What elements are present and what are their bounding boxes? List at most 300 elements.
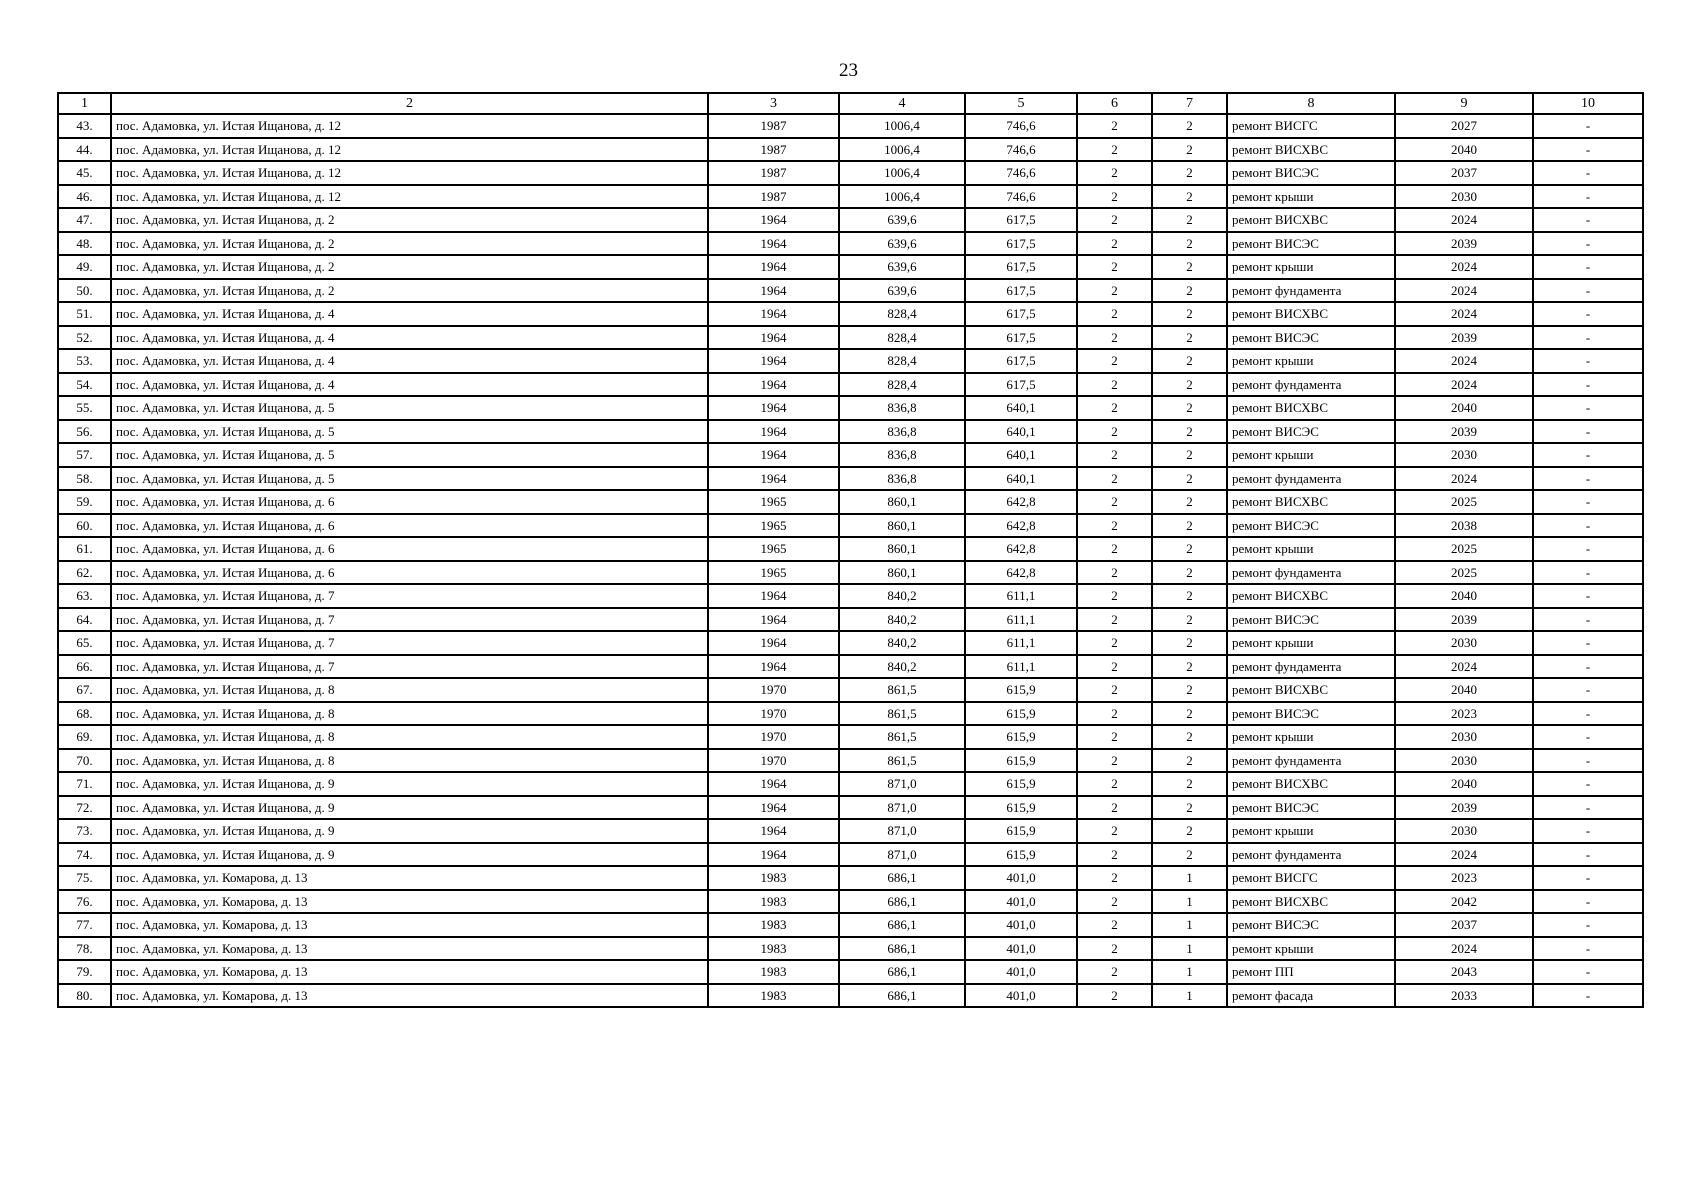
cell-work-type: ремонт крыши (1227, 443, 1395, 467)
cell-row-number: 55. (58, 396, 111, 420)
cell-living-area: 640,1 (965, 420, 1077, 444)
cell-note: - (1533, 443, 1643, 467)
cell-total-area: 686,1 (839, 913, 965, 937)
cell-note: - (1533, 608, 1643, 632)
cell-entrances: 2 (1152, 420, 1227, 444)
cell-living-area: 617,5 (965, 279, 1077, 303)
cell-floors: 2 (1077, 255, 1152, 279)
cell-total-area: 860,1 (839, 490, 965, 514)
cell-planned-year: 2030 (1395, 749, 1533, 773)
cell-address: пос. Адамовка, ул. Истая Ищанова, д. 5 (111, 443, 708, 467)
cell-floors: 2 (1077, 443, 1152, 467)
cell-address: пос. Адамовка, ул. Истая Ищанова, д. 4 (111, 326, 708, 350)
cell-row-number: 73. (58, 819, 111, 843)
cell-living-area: 401,0 (965, 960, 1077, 984)
cell-note: - (1533, 232, 1643, 256)
cell-row-number: 69. (58, 725, 111, 749)
cell-address: пос. Адамовка, ул. Истая Ищанова, д. 12 (111, 185, 708, 209)
cell-year-built: 1983 (708, 913, 839, 937)
cell-row-number: 74. (58, 843, 111, 867)
table-row (58, 655, 1643, 679)
cell-year-built: 1964 (708, 373, 839, 397)
cell-work-type: ремонт фундамента (1227, 655, 1395, 679)
table-row (58, 796, 1643, 820)
cell-floors: 2 (1077, 114, 1152, 138)
cell-work-type: ремонт ВИСХВС (1227, 678, 1395, 702)
cell-row-number: 62. (58, 561, 111, 585)
cell-total-area: 686,1 (839, 890, 965, 914)
cell-planned-year: 2040 (1395, 138, 1533, 162)
cell-note: - (1533, 490, 1643, 514)
cell-entrances: 2 (1152, 185, 1227, 209)
cell-floors: 2 (1077, 467, 1152, 491)
cell-planned-year: 2040 (1395, 678, 1533, 702)
cell-year-built: 1964 (708, 796, 839, 820)
cell-total-area: 836,8 (839, 443, 965, 467)
cell-row-number: 67. (58, 678, 111, 702)
cell-work-type: ремонт ВИСХВС (1227, 584, 1395, 608)
column-header-2: 2 (111, 93, 708, 114)
cell-living-area: 401,0 (965, 866, 1077, 890)
table-row (58, 114, 1643, 138)
cell-address: пос. Адамовка, ул. Истая Ищанова, д. 6 (111, 514, 708, 538)
cell-row-number: 78. (58, 937, 111, 961)
cell-note: - (1533, 984, 1643, 1008)
table-row (58, 514, 1643, 538)
cell-note: - (1533, 843, 1643, 867)
cell-total-area: 840,2 (839, 655, 965, 679)
cell-planned-year: 2039 (1395, 608, 1533, 632)
table-row (58, 232, 1643, 256)
cell-year-built: 1965 (708, 490, 839, 514)
cell-entrances: 1 (1152, 937, 1227, 961)
cell-floors: 2 (1077, 584, 1152, 608)
cell-living-area: 617,5 (965, 373, 1077, 397)
cell-floors: 2 (1077, 866, 1152, 890)
cell-address: пос. Адамовка, ул. Истая Ищанова, д. 7 (111, 655, 708, 679)
table-row (58, 678, 1643, 702)
cell-planned-year: 2024 (1395, 655, 1533, 679)
table-row (58, 396, 1643, 420)
cell-entrances: 2 (1152, 749, 1227, 773)
cell-floors: 2 (1077, 396, 1152, 420)
table-row (58, 913, 1643, 937)
cell-planned-year: 2030 (1395, 725, 1533, 749)
cell-address: пос. Адамовка, ул. Истая Ищанова, д. 9 (111, 772, 708, 796)
cell-living-area: 617,5 (965, 349, 1077, 373)
cell-note: - (1533, 420, 1643, 444)
cell-total-area: 828,4 (839, 373, 965, 397)
cell-floors: 2 (1077, 913, 1152, 937)
cell-entrances: 2 (1152, 467, 1227, 491)
cell-address: пос. Адамовка, ул. Истая Ищанова, д. 8 (111, 749, 708, 773)
cell-address: пос. Адамовка, ул. Истая Ищанова, д. 4 (111, 373, 708, 397)
cell-work-type: ремонт ВИСГС (1227, 866, 1395, 890)
cell-planned-year: 2039 (1395, 232, 1533, 256)
cell-total-area: 836,8 (839, 420, 965, 444)
cell-address: пос. Адамовка, ул. Истая Ищанова, д. 12 (111, 161, 708, 185)
cell-entrances: 2 (1152, 584, 1227, 608)
cell-entrances: 2 (1152, 796, 1227, 820)
cell-planned-year: 2037 (1395, 161, 1533, 185)
cell-planned-year: 2040 (1395, 396, 1533, 420)
cell-entrances: 2 (1152, 396, 1227, 420)
table-row (58, 208, 1643, 232)
cell-address: пос. Адамовка, ул. Комарова, д. 13 (111, 890, 708, 914)
cell-address: пос. Адамовка, ул. Истая Ищанова, д. 6 (111, 561, 708, 585)
cell-address: пос. Адамовка, ул. Комарова, д. 13 (111, 937, 708, 961)
cell-row-number: 66. (58, 655, 111, 679)
table-row (58, 279, 1643, 303)
cell-year-built: 1964 (708, 255, 839, 279)
table-row (58, 138, 1643, 162)
cell-note: - (1533, 467, 1643, 491)
cell-year-built: 1964 (708, 631, 839, 655)
cell-work-type: ремонт фундамента (1227, 373, 1395, 397)
cell-row-number: 49. (58, 255, 111, 279)
cell-living-area: 401,0 (965, 937, 1077, 961)
cell-year-built: 1964 (708, 302, 839, 326)
cell-entrances: 1 (1152, 984, 1227, 1008)
cell-work-type: ремонт ВИСЭС (1227, 232, 1395, 256)
cell-address: пос. Адамовка, ул. Истая Ищанова, д. 7 (111, 584, 708, 608)
cell-row-number: 54. (58, 373, 111, 397)
column-header-9: 9 (1395, 93, 1533, 114)
cell-year-built: 1964 (708, 655, 839, 679)
cell-year-built: 1964 (708, 608, 839, 632)
cell-planned-year: 2023 (1395, 866, 1533, 890)
cell-note: - (1533, 561, 1643, 585)
cell-living-area: 615,9 (965, 702, 1077, 726)
cell-planned-year: 2030 (1395, 443, 1533, 467)
table-row (58, 890, 1643, 914)
cell-row-number: 75. (58, 866, 111, 890)
cell-address: пос. Адамовка, ул. Истая Ищанова, д. 8 (111, 678, 708, 702)
table-row (58, 725, 1643, 749)
cell-total-area: 861,5 (839, 725, 965, 749)
cell-work-type: ремонт фундамента (1227, 467, 1395, 491)
cell-year-built: 1970 (708, 725, 839, 749)
cell-year-built: 1987 (708, 185, 839, 209)
repair-schedule-table (57, 92, 1644, 1008)
cell-note: - (1533, 584, 1643, 608)
table-row (58, 467, 1643, 491)
cell-work-type: ремонт ВИСХВС (1227, 138, 1395, 162)
cell-work-type: ремонт ВИСЭС (1227, 514, 1395, 538)
cell-note: - (1533, 937, 1643, 961)
cell-planned-year: 2024 (1395, 467, 1533, 491)
page-number: 23 (839, 60, 858, 81)
table-row (58, 255, 1643, 279)
cell-total-area: 861,5 (839, 749, 965, 773)
table-row (58, 161, 1643, 185)
cell-entrances: 2 (1152, 279, 1227, 303)
table-row (58, 185, 1643, 209)
cell-year-built: 1983 (708, 984, 839, 1008)
cell-entrances: 2 (1152, 514, 1227, 538)
cell-address: пос. Адамовка, ул. Истая Ищанова, д. 7 (111, 608, 708, 632)
cell-address: пос. Адамовка, ул. Истая Ищанова, д. 9 (111, 843, 708, 867)
cell-living-area: 401,0 (965, 984, 1077, 1008)
cell-floors: 2 (1077, 843, 1152, 867)
cell-planned-year: 2025 (1395, 561, 1533, 585)
table-row (58, 937, 1643, 961)
cell-total-area: 840,2 (839, 608, 965, 632)
cell-living-area: 611,1 (965, 631, 1077, 655)
cell-address: пос. Адамовка, ул. Истая Ищанова, д. 8 (111, 725, 708, 749)
cell-note: - (1533, 631, 1643, 655)
cell-entrances: 1 (1152, 890, 1227, 914)
cell-planned-year: 2023 (1395, 702, 1533, 726)
cell-work-type: ремонт крыши (1227, 349, 1395, 373)
cell-planned-year: 2025 (1395, 537, 1533, 561)
table-row (58, 490, 1643, 514)
cell-address: пос. Адамовка, ул. Истая Ищанова, д. 5 (111, 420, 708, 444)
cell-living-area: 611,1 (965, 655, 1077, 679)
cell-entrances: 2 (1152, 373, 1227, 397)
cell-living-area: 642,8 (965, 490, 1077, 514)
cell-entrances: 2 (1152, 537, 1227, 561)
table-row (58, 537, 1643, 561)
cell-floors: 2 (1077, 937, 1152, 961)
table-row (58, 819, 1643, 843)
cell-floors: 2 (1077, 819, 1152, 843)
cell-year-built: 1964 (708, 584, 839, 608)
cell-floors: 2 (1077, 678, 1152, 702)
cell-floors: 2 (1077, 326, 1152, 350)
cell-note: - (1533, 819, 1643, 843)
cell-row-number: 59. (58, 490, 111, 514)
cell-planned-year: 2043 (1395, 960, 1533, 984)
cell-address: пос. Адамовка, ул. Истая Ищанова, д. 4 (111, 349, 708, 373)
cell-total-area: 836,8 (839, 467, 965, 491)
cell-address: пос. Адамовка, ул. Истая Ищанова, д. 6 (111, 537, 708, 561)
column-header-4: 4 (839, 93, 965, 114)
cell-planned-year: 2033 (1395, 984, 1533, 1008)
cell-planned-year: 2024 (1395, 843, 1533, 867)
cell-living-area: 617,5 (965, 232, 1077, 256)
cell-year-built: 1970 (708, 749, 839, 773)
cell-year-built: 1965 (708, 514, 839, 538)
cell-work-type: ремонт фундамента (1227, 843, 1395, 867)
cell-floors: 2 (1077, 490, 1152, 514)
cell-living-area: 611,1 (965, 608, 1077, 632)
cell-living-area: 642,8 (965, 514, 1077, 538)
cell-work-type: ремонт ВИСГС (1227, 114, 1395, 138)
cell-note: - (1533, 396, 1643, 420)
cell-planned-year: 2039 (1395, 420, 1533, 444)
cell-note: - (1533, 255, 1643, 279)
cell-entrances: 2 (1152, 655, 1227, 679)
cell-floors: 2 (1077, 984, 1152, 1008)
table-row (58, 584, 1643, 608)
cell-planned-year: 2030 (1395, 819, 1533, 843)
cell-entrances: 1 (1152, 960, 1227, 984)
cell-total-area: 639,6 (839, 232, 965, 256)
cell-total-area: 871,0 (839, 772, 965, 796)
cell-entrances: 2 (1152, 255, 1227, 279)
cell-year-built: 1964 (708, 232, 839, 256)
cell-total-area: 639,6 (839, 255, 965, 279)
cell-year-built: 1970 (708, 702, 839, 726)
cell-address: пос. Адамовка, ул. Истая Ищанова, д. 2 (111, 279, 708, 303)
cell-living-area: 615,9 (965, 749, 1077, 773)
cell-entrances: 2 (1152, 725, 1227, 749)
cell-floors: 2 (1077, 631, 1152, 655)
cell-work-type: ремонт крыши (1227, 537, 1395, 561)
cell-row-number: 52. (58, 326, 111, 350)
cell-floors: 2 (1077, 349, 1152, 373)
table-row (58, 749, 1643, 773)
cell-work-type: ремонт ВИСЭС (1227, 326, 1395, 350)
cell-work-type: ремонт крыши (1227, 631, 1395, 655)
table-row (58, 608, 1643, 632)
cell-year-built: 1983 (708, 937, 839, 961)
cell-total-area: 828,4 (839, 349, 965, 373)
cell-total-area: 686,1 (839, 866, 965, 890)
table-row (58, 772, 1643, 796)
cell-work-type: ремонт ВИСХВС (1227, 302, 1395, 326)
cell-note: - (1533, 326, 1643, 350)
table-row (58, 420, 1643, 444)
cell-note: - (1533, 514, 1643, 538)
cell-row-number: 43. (58, 114, 111, 138)
cell-address: пос. Адамовка, ул. Истая Ищанова, д. 9 (111, 796, 708, 820)
cell-note: - (1533, 678, 1643, 702)
cell-work-type: ремонт фундамента (1227, 749, 1395, 773)
cell-year-built: 1964 (708, 279, 839, 303)
cell-year-built: 1965 (708, 537, 839, 561)
cell-living-area: 746,6 (965, 161, 1077, 185)
cell-living-area: 642,8 (965, 561, 1077, 585)
cell-year-built: 1964 (708, 420, 839, 444)
cell-living-area: 615,9 (965, 725, 1077, 749)
cell-total-area: 639,6 (839, 279, 965, 303)
cell-entrances: 2 (1152, 349, 1227, 373)
cell-total-area: 840,2 (839, 584, 965, 608)
cell-note: - (1533, 702, 1643, 726)
cell-work-type: ремонт ВИСЭС (1227, 702, 1395, 726)
cell-address: пос. Адамовка, ул. Истая Ищанова, д. 2 (111, 208, 708, 232)
cell-row-number: 56. (58, 420, 111, 444)
cell-living-area: 640,1 (965, 396, 1077, 420)
cell-year-built: 1987 (708, 161, 839, 185)
cell-year-built: 1964 (708, 208, 839, 232)
cell-living-area: 615,9 (965, 678, 1077, 702)
cell-living-area: 615,9 (965, 796, 1077, 820)
column-header-1: 1 (58, 93, 111, 114)
cell-living-area: 746,6 (965, 114, 1077, 138)
column-header-6: 6 (1077, 93, 1152, 114)
cell-note: - (1533, 655, 1643, 679)
cell-note: - (1533, 725, 1643, 749)
cell-address: пос. Адамовка, ул. Комарова, д. 13 (111, 866, 708, 890)
cell-row-number: 46. (58, 185, 111, 209)
cell-year-built: 1964 (708, 772, 839, 796)
cell-work-type: ремонт ВИСЭС (1227, 161, 1395, 185)
cell-living-area: 617,5 (965, 208, 1077, 232)
cell-year-built: 1965 (708, 561, 839, 585)
cell-living-area: 617,5 (965, 302, 1077, 326)
cell-address: пос. Адамовка, ул. Истая Ищанова, д. 7 (111, 631, 708, 655)
cell-floors: 2 (1077, 796, 1152, 820)
cell-entrances: 2 (1152, 678, 1227, 702)
cell-work-type: ремонт крыши (1227, 937, 1395, 961)
cell-year-built: 1964 (708, 443, 839, 467)
cell-row-number: 44. (58, 138, 111, 162)
cell-entrances: 2 (1152, 138, 1227, 162)
cell-work-type: ремонт ВИСЭС (1227, 420, 1395, 444)
cell-floors: 2 (1077, 279, 1152, 303)
cell-row-number: 77. (58, 913, 111, 937)
cell-floors: 2 (1077, 537, 1152, 561)
cell-entrances: 2 (1152, 114, 1227, 138)
cell-planned-year: 2042 (1395, 890, 1533, 914)
cell-entrances: 2 (1152, 608, 1227, 632)
cell-floors: 2 (1077, 608, 1152, 632)
cell-year-built: 1983 (708, 960, 839, 984)
cell-row-number: 58. (58, 467, 111, 491)
cell-floors: 2 (1077, 702, 1152, 726)
cell-total-area: 828,4 (839, 302, 965, 326)
column-header-10: 10 (1533, 93, 1643, 114)
cell-note: - (1533, 302, 1643, 326)
cell-total-area: 639,6 (839, 208, 965, 232)
cell-note: - (1533, 185, 1643, 209)
cell-entrances: 2 (1152, 631, 1227, 655)
cell-note: - (1533, 349, 1643, 373)
cell-note: - (1533, 960, 1643, 984)
cell-total-area: 861,5 (839, 678, 965, 702)
cell-entrances: 2 (1152, 443, 1227, 467)
cell-living-area: 617,5 (965, 326, 1077, 350)
cell-entrances: 1 (1152, 866, 1227, 890)
cell-address: пос. Адамовка, ул. Истая Ищанова, д. 4 (111, 302, 708, 326)
cell-total-area: 860,1 (839, 514, 965, 538)
cell-work-type: ремонт ВИСЭС (1227, 796, 1395, 820)
cell-row-number: 68. (58, 702, 111, 726)
cell-planned-year: 2027 (1395, 114, 1533, 138)
cell-note: - (1533, 208, 1643, 232)
cell-total-area: 861,5 (839, 702, 965, 726)
cell-entrances: 2 (1152, 208, 1227, 232)
cell-planned-year: 2030 (1395, 631, 1533, 655)
table-row (58, 960, 1643, 984)
cell-year-built: 1964 (708, 843, 839, 867)
cell-living-area: 615,9 (965, 772, 1077, 796)
cell-work-type: ремонт ВИСЭС (1227, 608, 1395, 632)
cell-year-built: 1964 (708, 819, 839, 843)
cell-entrances: 2 (1152, 702, 1227, 726)
cell-total-area: 686,1 (839, 937, 965, 961)
cell-row-number: 80. (58, 984, 111, 1008)
cell-work-type: ремонт ВИСХВС (1227, 396, 1395, 420)
cell-total-area: 871,0 (839, 796, 965, 820)
cell-entrances: 2 (1152, 232, 1227, 256)
cell-address: пос. Адамовка, ул. Истая Ищанова, д. 2 (111, 232, 708, 256)
cell-row-number: 64. (58, 608, 111, 632)
cell-address: пос. Адамовка, ул. Истая Ищанова, д. 5 (111, 467, 708, 491)
cell-address: пос. Адамовка, ул. Комарова, д. 13 (111, 984, 708, 1008)
cell-total-area: 1006,4 (839, 161, 965, 185)
table-body (58, 114, 1643, 1007)
cell-planned-year: 2024 (1395, 937, 1533, 961)
cell-address: пос. Адамовка, ул. Истая Ищанова, д. 12 (111, 138, 708, 162)
cell-row-number: 61. (58, 537, 111, 561)
table-row (58, 443, 1643, 467)
cell-planned-year: 2024 (1395, 208, 1533, 232)
cell-note: - (1533, 138, 1643, 162)
